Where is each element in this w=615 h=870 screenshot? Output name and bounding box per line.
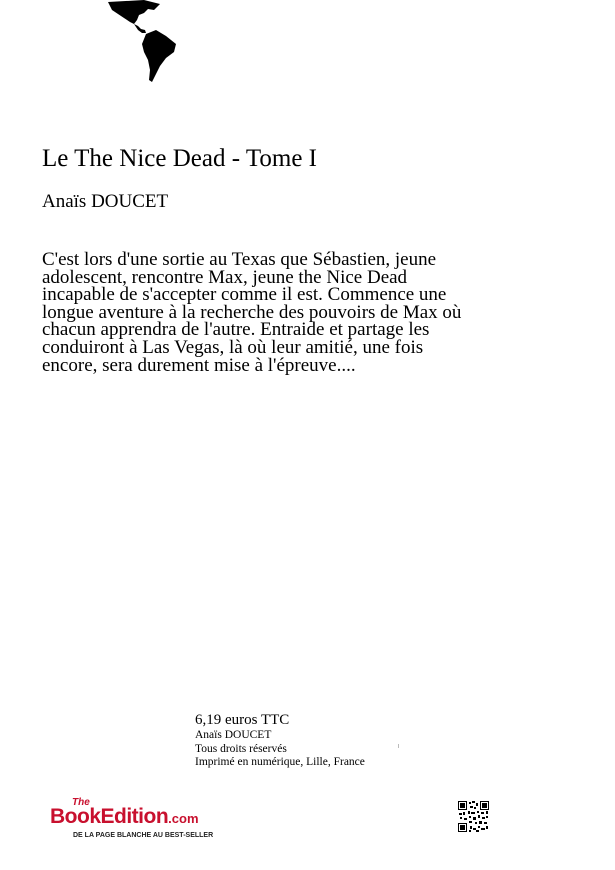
imprint-block: [195, 711, 365, 770]
publisher-tagline: DE LA PAGE BLANCHE AU BEST-SELLER: [73, 832, 214, 839]
book-author: Anaïs DOUCET: [42, 191, 169, 212]
publisher-logo[interactable]: [50, 798, 250, 844]
divider-mark: [398, 744, 399, 748]
americas-map-icon: [104, 0, 184, 86]
book-title: Le The Nice Dead - Tome I: [42, 145, 317, 172]
book-synopsis: C'est lors d'une sortie au Texas que Sébastien, jeune adolescent, rencontre Max, jeune the Nice Dead incapable de s'accepter comme il est. Commence une longue aventure à la recherche des pouvoirs de Max où chacun apprendra de l'autre. Entraide et partage les conduiront à Las Vegas, là où leur amitié, une fois encore, sera durement mise à l'épreuve....: [42, 249, 462, 376]
logo-the: The: [72, 797, 90, 808]
qr-code-icon[interactable]: [458, 801, 489, 832]
logo-name: BookEdition: [50, 805, 169, 828]
print-location: Imprimé en numérique, Lille, France: [195, 756, 365, 768]
logo-suffix: .com: [168, 811, 199, 826]
rights-notice: Tous droits réservés: [195, 742, 287, 755]
imprint-author: Anaïs DOUCET: [195, 729, 272, 741]
price-label: 6,19 euros TTC: [195, 712, 290, 728]
logo-wordmark: [50, 806, 199, 830]
